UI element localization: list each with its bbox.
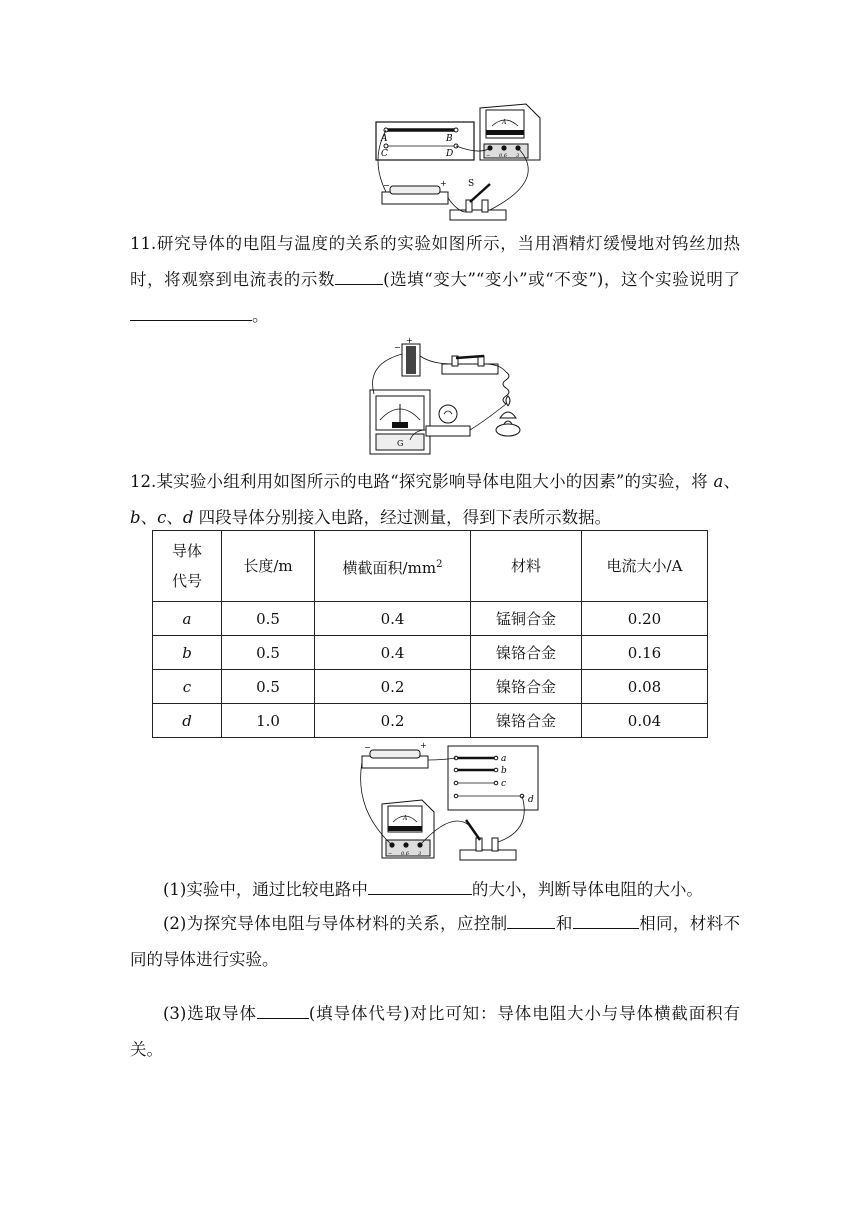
switch-label: S: [468, 179, 475, 189]
table-row: [153, 670, 708, 704]
terminal-06: 0.6: [499, 153, 507, 159]
sub-question-2: [130, 906, 740, 978]
cell-current: 0.16: [582, 636, 708, 670]
galvanometer-symbol: G: [397, 439, 404, 448]
question-11: [130, 226, 740, 334]
terminal-06-3: 0.6: [401, 851, 409, 857]
sub-question-1: [130, 872, 740, 908]
battery-minus-2: −: [394, 343, 401, 352]
q11-text-a: 研究导体的电阻与温度的关系的实验如图所示，当用酒精灯缓慢地对钨丝加热时，将观察到电流表的示数: [130, 234, 740, 289]
q12-code-a: a: [713, 472, 724, 491]
cell-current: 0.04: [582, 704, 708, 738]
figure-2-circuit: [366, 334, 546, 458]
battery-plus-2: +: [406, 336, 413, 345]
cell-material: 镍铬合金: [471, 636, 582, 670]
header-current: 电流大小/A: [582, 531, 708, 602]
q11-blank-1[interactable]: [335, 266, 383, 285]
cell-code: d: [153, 704, 222, 738]
wire-label-c: C: [381, 149, 388, 159]
q12-sep: 、: [723, 472, 741, 491]
cell-current: 0.20: [582, 602, 708, 636]
sub2-blank-2[interactable]: [573, 910, 639, 929]
q11-blank-2[interactable]: [130, 302, 252, 321]
q12-text-b: 四段导体分别接入电路，经过测量，得到下表所示数据。: [198, 508, 612, 527]
header-area: 横截面积$/mm^2$: [315, 531, 471, 602]
sub3-text-b: (填导体代号)对比可知：导体电阻大小与导体横截面积有关。: [130, 1004, 741, 1059]
battery-minus-3: −: [364, 743, 371, 752]
q12-code-b: b: [130, 508, 141, 527]
sub2-text-c: 相同，材料不同的导体进行实验。: [130, 914, 741, 969]
terminal-3: 3: [516, 153, 520, 159]
cell-area: 0.4: [315, 602, 471, 636]
sub-question-3: [130, 996, 740, 1068]
table-row: [153, 704, 708, 738]
q11-number: 11.: [130, 234, 157, 253]
conductor-label-c: c: [501, 779, 507, 789]
figure-1-circuit: [368, 100, 558, 222]
cell-length: 0.5: [222, 636, 315, 670]
header-length: 长度/m: [222, 531, 315, 602]
q12-sep: 、: [166, 508, 183, 527]
wire-label-b: B: [446, 134, 453, 144]
q12-code-c: c: [157, 508, 167, 527]
cell-current: 0.08: [582, 670, 708, 704]
wire-label-a: A: [381, 134, 388, 144]
cell-material: 镍铬合金: [471, 704, 582, 738]
table-header-row: [153, 531, 708, 602]
cell-material: 锰铜合金: [471, 602, 582, 636]
cell-area: 0.4: [315, 636, 471, 670]
figure-3-circuit: [356, 740, 546, 864]
q12-code-d: d: [182, 508, 194, 527]
cell-code: b: [153, 636, 222, 670]
sub1-blank[interactable]: [368, 876, 472, 895]
q12-text-a: 某实验小组利用如图所示的电路“探究影响导体电阻大小的因素”的实验，将: [156, 472, 709, 491]
table-row: [153, 602, 708, 636]
conductor-label-d: d: [528, 795, 534, 805]
sub3-blank[interactable]: [257, 1000, 309, 1019]
sub2-text-a: (2)为探究导体电阻与导体材料的关系，应控制: [163, 914, 508, 933]
q12-sep: 、: [140, 508, 158, 527]
q11-text-c: 。: [252, 306, 269, 325]
data-table: [152, 530, 708, 738]
sub3-text-a: (3)选取导体: [163, 1004, 257, 1023]
sub1-text-b: 的大小，判断导体电阻的大小。: [471, 880, 703, 899]
cell-length: 0.5: [222, 670, 315, 704]
terminal-3-3: 3: [418, 851, 422, 857]
question-12: [130, 464, 740, 536]
sub1-text-a: (1)实验中，通过比较电路中: [163, 880, 368, 899]
battery-plus: +: [440, 179, 447, 188]
q12-number: 12.: [130, 472, 157, 491]
terminal-minus: −: [486, 153, 491, 159]
ammeter-symbol: A: [502, 119, 507, 126]
sub2-text-b: 和: [555, 914, 573, 933]
cell-material: 镍铬合金: [471, 670, 582, 704]
terminal-minus-3: −: [388, 851, 393, 857]
wire-label-d: D: [446, 149, 454, 159]
cell-length: 0.5: [222, 602, 315, 636]
q11-text-b: (选填“变大”“变小”或“不变”)，这个实验说明了: [383, 270, 740, 289]
conductor-label-b: b: [501, 766, 507, 776]
sub2-blank-1[interactable]: [507, 910, 555, 929]
battery-minus: −: [383, 181, 390, 190]
cell-area: 0.2: [315, 704, 471, 738]
cell-area: 0.2: [315, 670, 471, 704]
cell-code: a: [153, 602, 222, 636]
battery-plus-3: +: [420, 741, 427, 750]
conductor-label-a: a: [501, 754, 507, 764]
table-row: [153, 636, 708, 670]
cell-length: 1.0: [222, 704, 315, 738]
header-material: 材料: [471, 531, 582, 602]
ammeter-symbol-3: A: [403, 815, 408, 822]
cell-code: c: [153, 670, 222, 704]
header-code: 导体代号: [153, 531, 222, 602]
